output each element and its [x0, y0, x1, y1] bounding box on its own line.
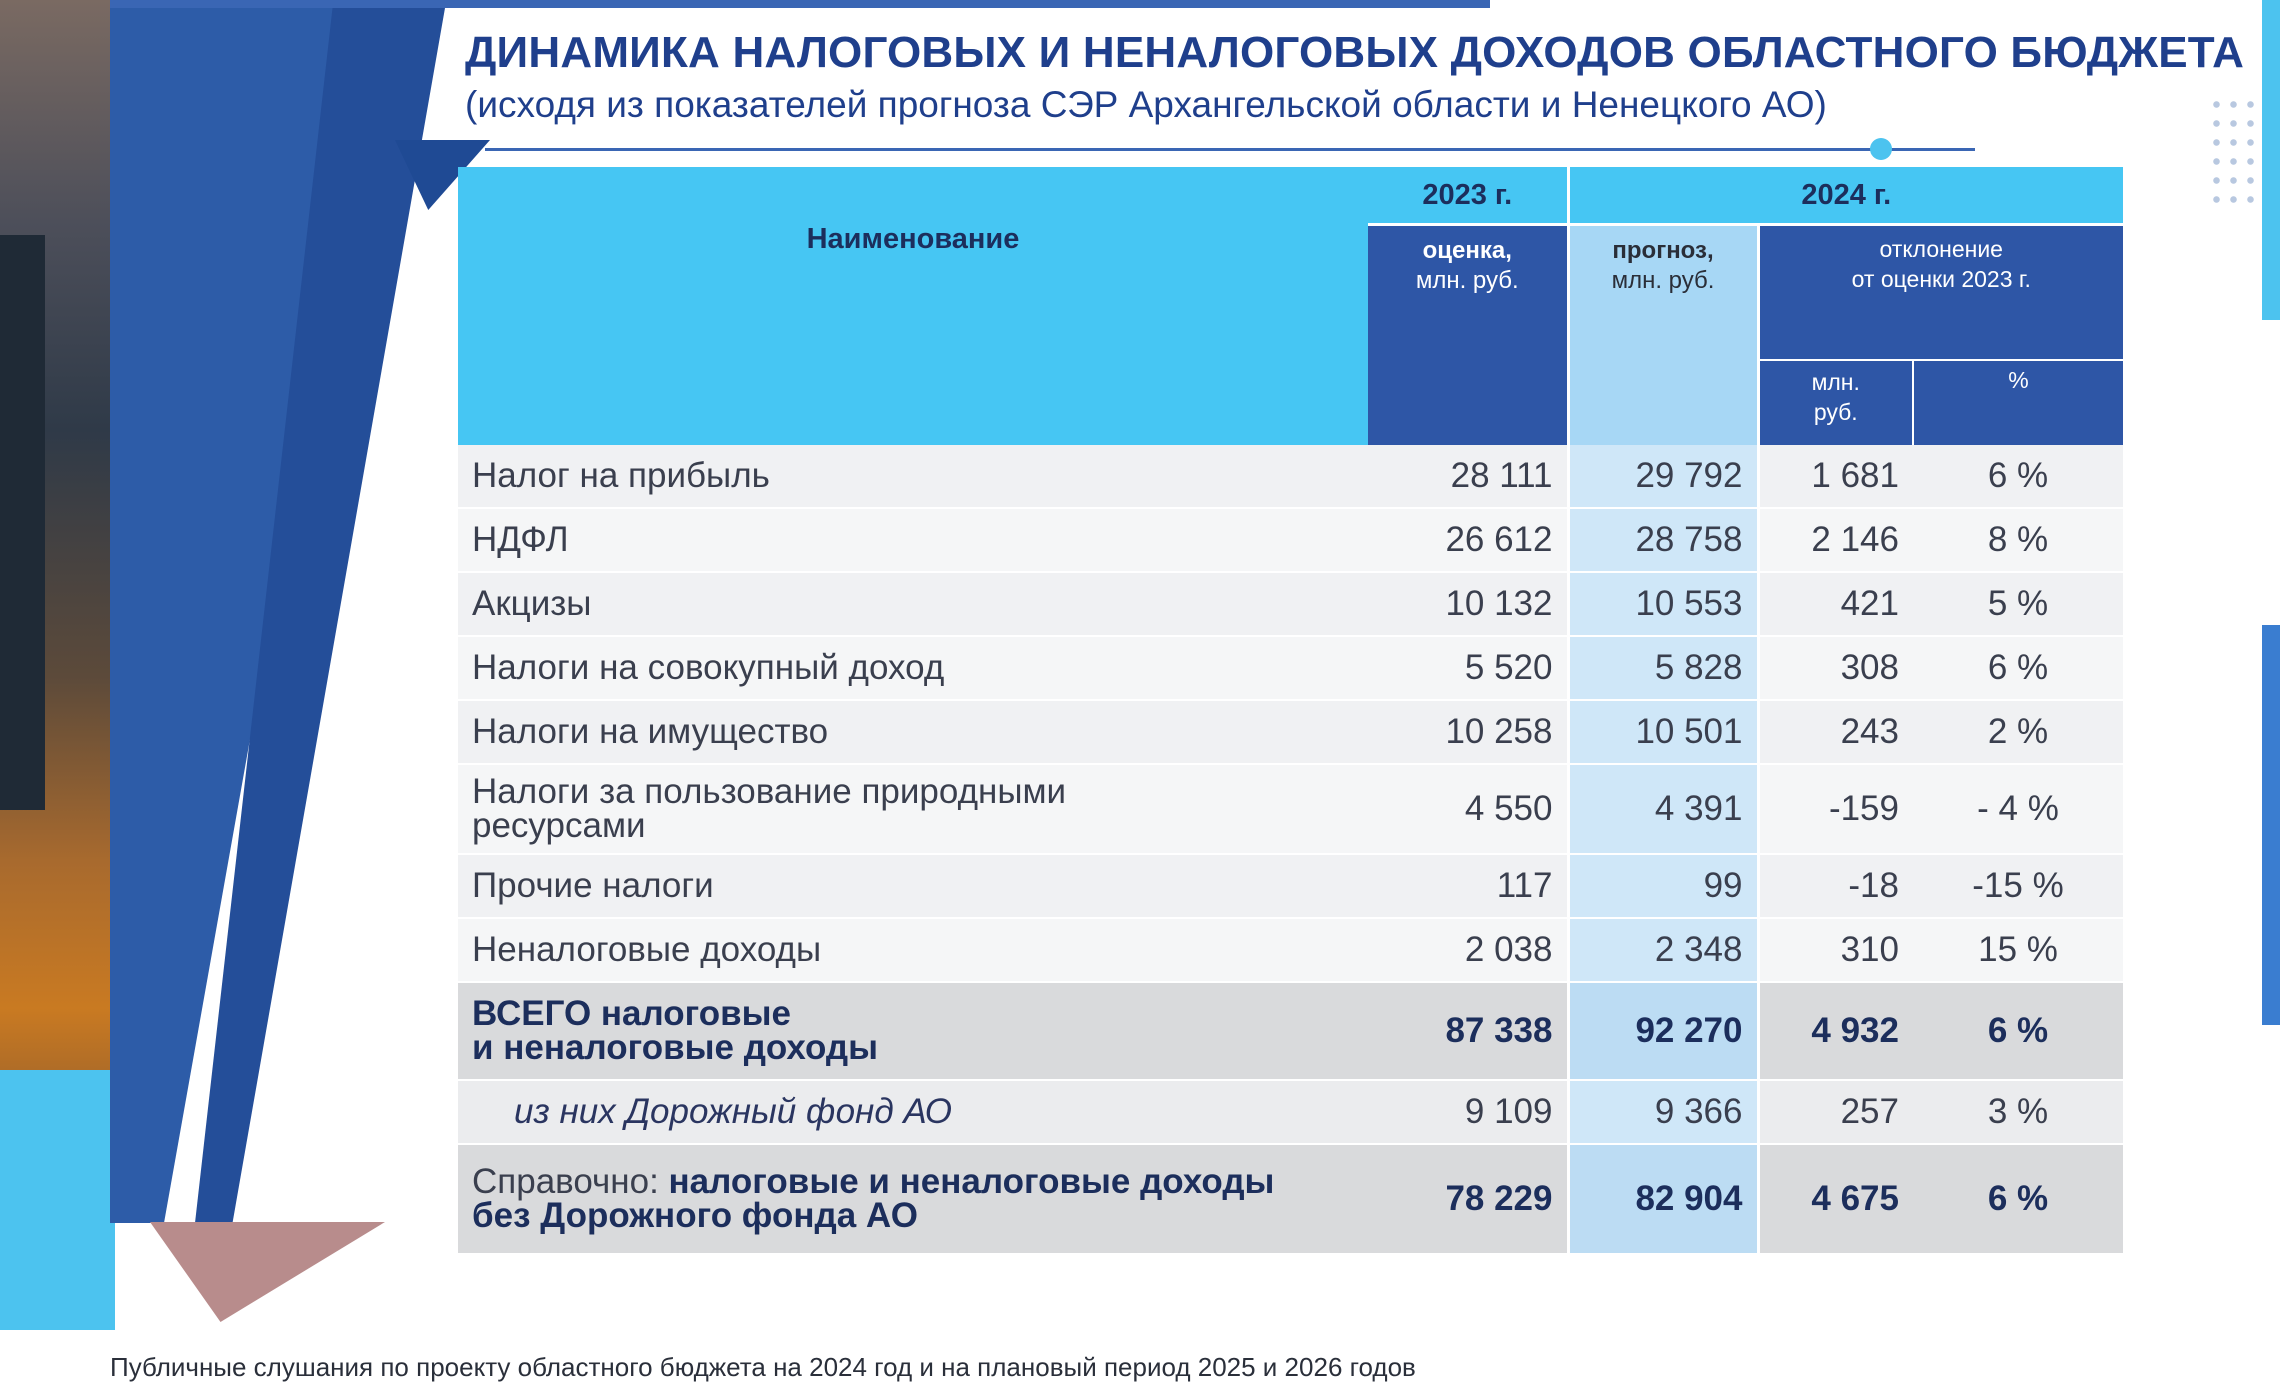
- row-deviation-mln: 1 681: [1758, 445, 1913, 508]
- table-row: [458, 508, 2123, 572]
- row-deviation-mln: 2 146: [1758, 508, 1913, 572]
- row-name: Акцизы: [458, 572, 1368, 636]
- background-cyan-block: [0, 1070, 115, 1330]
- table-row: [458, 572, 2123, 636]
- slide-subtitle: (исходя из показателей прогноза СЭР Архангельской области и Ненецкого АО): [465, 84, 1827, 125]
- reference-estimate-2023: 78 229: [1368, 1144, 1568, 1254]
- row-estimate-2023: 5 520: [1368, 636, 1568, 700]
- decor-right-blue-bar: [2262, 625, 2280, 1025]
- table-row: [458, 854, 2123, 918]
- row-estimate-2023: 117: [1368, 854, 1568, 918]
- row-name: Налог на прибыль: [458, 445, 1368, 508]
- row-name: Налоги на совокупный доход: [458, 636, 1368, 700]
- row-estimate-2023: 2 038: [1368, 918, 1568, 982]
- column-header-deviation-mln-line2: руб.: [1813, 399, 1858, 425]
- row-estimate-2023: 26 612: [1368, 508, 1568, 572]
- row-deviation-percent: 2 %: [1913, 700, 2123, 764]
- total-deviation-percent: 6 %: [1913, 982, 2123, 1080]
- row-estimate-2023: 10 132: [1368, 572, 1568, 636]
- row-deviation-percent: 6 %: [1913, 636, 2123, 700]
- background-photo-dark-panel: [0, 235, 45, 810]
- table-row: [458, 918, 2123, 982]
- row-name: Неналоговые доходы: [458, 918, 1368, 982]
- column-header-forecast: [1568, 225, 1758, 446]
- column-header-forecast-line2: млн. руб.: [1611, 267, 1715, 294]
- column-header-deviation-mln-line1: млн.: [1811, 369, 1860, 395]
- table-row: [458, 445, 2123, 508]
- total-name: [458, 982, 1368, 1080]
- column-header-name: Наименование: [458, 167, 1368, 445]
- row-forecast-2024: 29 792: [1568, 445, 1758, 508]
- road-fund-estimate-2023: 9 109: [1368, 1080, 1568, 1144]
- reference-prefix: Справочно:: [472, 1162, 669, 1201]
- row-deviation-percent: 5 %: [1913, 572, 2123, 636]
- row-name-line2: ресурсами: [472, 806, 646, 845]
- decor-dot-grid: [2208, 95, 2260, 210]
- table-row-reference: [458, 1144, 2123, 1254]
- row-forecast-2024: 4 391: [1568, 764, 1758, 854]
- road-fund-name: из них Дорожный фонд АО: [458, 1080, 1368, 1144]
- column-header-year-2024: 2024 г.: [1568, 167, 2123, 225]
- total-name-line1: ВСЕГО налоговые: [472, 994, 792, 1033]
- road-fund-deviation-mln: 257: [1758, 1080, 1913, 1144]
- table-row: [458, 636, 2123, 700]
- column-header-year-2023: 2023 г.: [1368, 167, 1568, 225]
- table-row: [458, 700, 2123, 764]
- reference-bold-line2: без Дорожного фонда АО: [472, 1196, 918, 1235]
- column-header-deviation: [1758, 225, 2123, 361]
- row-forecast-2024: 99: [1568, 854, 1758, 918]
- column-header-deviation-percent: %: [1913, 360, 2123, 445]
- row-deviation-mln: 310: [1758, 918, 1913, 982]
- row-estimate-2023: 28 111: [1368, 445, 1568, 508]
- row-forecast-2024: 10 553: [1568, 572, 1758, 636]
- title-underline: [485, 148, 1975, 151]
- table-row-road-fund: [458, 1080, 2123, 1144]
- row-deviation-percent: 15 %: [1913, 918, 2123, 982]
- row-name: Налоги на имущество: [458, 700, 1368, 764]
- reference-forecast-2024: 82 904: [1568, 1144, 1758, 1254]
- reference-deviation-percent: 6 %: [1913, 1144, 2123, 1254]
- decor-right-cyan-bar: [2262, 0, 2280, 320]
- total-estimate-2023: 87 338: [1368, 982, 1568, 1080]
- row-name: Прочие налоги: [458, 854, 1368, 918]
- row-forecast-2024: 2 348: [1568, 918, 1758, 982]
- row-estimate-2023: 10 258: [1368, 700, 1568, 764]
- table-row-total: [458, 982, 2123, 1080]
- row-forecast-2024: 10 501: [1568, 700, 1758, 764]
- road-fund-forecast-2024: 9 366: [1568, 1080, 1758, 1144]
- row-forecast-2024: 5 828: [1568, 636, 1758, 700]
- reference-bold-line1: налоговые и неналоговые доходы: [668, 1162, 1275, 1201]
- row-deviation-mln: -18: [1758, 854, 1913, 918]
- total-forecast-2024: 92 270: [1568, 982, 1758, 1080]
- decor-dot-icon: [1870, 138, 1892, 160]
- column-header-deviation-line1: отклонение: [1879, 236, 2003, 262]
- column-header-estimate-line2: млн. руб.: [1415, 267, 1519, 294]
- revenue-table-container: [458, 167, 2123, 1255]
- row-deviation-mln: 421: [1758, 572, 1913, 636]
- column-header-deviation-mln: [1758, 360, 1913, 445]
- row-deviation-mln: 308: [1758, 636, 1913, 700]
- decor-bottom-triangle: [150, 1222, 385, 1322]
- reference-name: [458, 1144, 1368, 1254]
- total-name-line2: и неналоговые доходы: [472, 1028, 879, 1067]
- column-header-forecast-line1: прогноз,: [1612, 237, 1714, 264]
- reference-name-line1: [472, 1162, 1354, 1201]
- row-deviation-mln: -159: [1758, 764, 1913, 854]
- table-row: [458, 764, 2123, 854]
- revenue-table: [458, 167, 2123, 1255]
- reference-deviation-mln: 4 675: [1758, 1144, 1913, 1254]
- row-forecast-2024: 28 758: [1568, 508, 1758, 572]
- column-header-estimate: [1368, 225, 1568, 446]
- slide-footer: Публичные слушания по проекту областного бюджета на 2024 год и на плановый период 2025 и 2026 годов: [110, 1352, 1416, 1382]
- row-deviation-percent: 6 %: [1913, 445, 2123, 508]
- decor-top-bar: [110, 0, 1490, 8]
- column-header-deviation-line2: от оценки 2023 г.: [1851, 266, 2031, 292]
- row-deviation-mln: 243: [1758, 700, 1913, 764]
- row-name: НДФЛ: [458, 508, 1368, 572]
- road-fund-deviation-percent: 3 %: [1913, 1080, 2123, 1144]
- row-estimate-2023: 4 550: [1368, 764, 1568, 854]
- row-name-line1: Налоги за пользование природными: [472, 772, 1067, 811]
- row-deviation-percent: - 4 %: [1913, 764, 2123, 854]
- row-deviation-percent: 8 %: [1913, 508, 2123, 572]
- column-header-estimate-line1: оценка,: [1422, 237, 1512, 264]
- total-deviation-mln: 4 932: [1758, 982, 1913, 1080]
- row-deviation-percent: -15 %: [1913, 854, 2123, 918]
- row-name: [458, 764, 1368, 854]
- slide-title: ДИНАМИКА НАЛОГОВЫХ И НЕНАЛОГОВЫХ ДОХОДОВ ОБЛАСТНОГО БЮДЖЕТА: [465, 28, 2245, 77]
